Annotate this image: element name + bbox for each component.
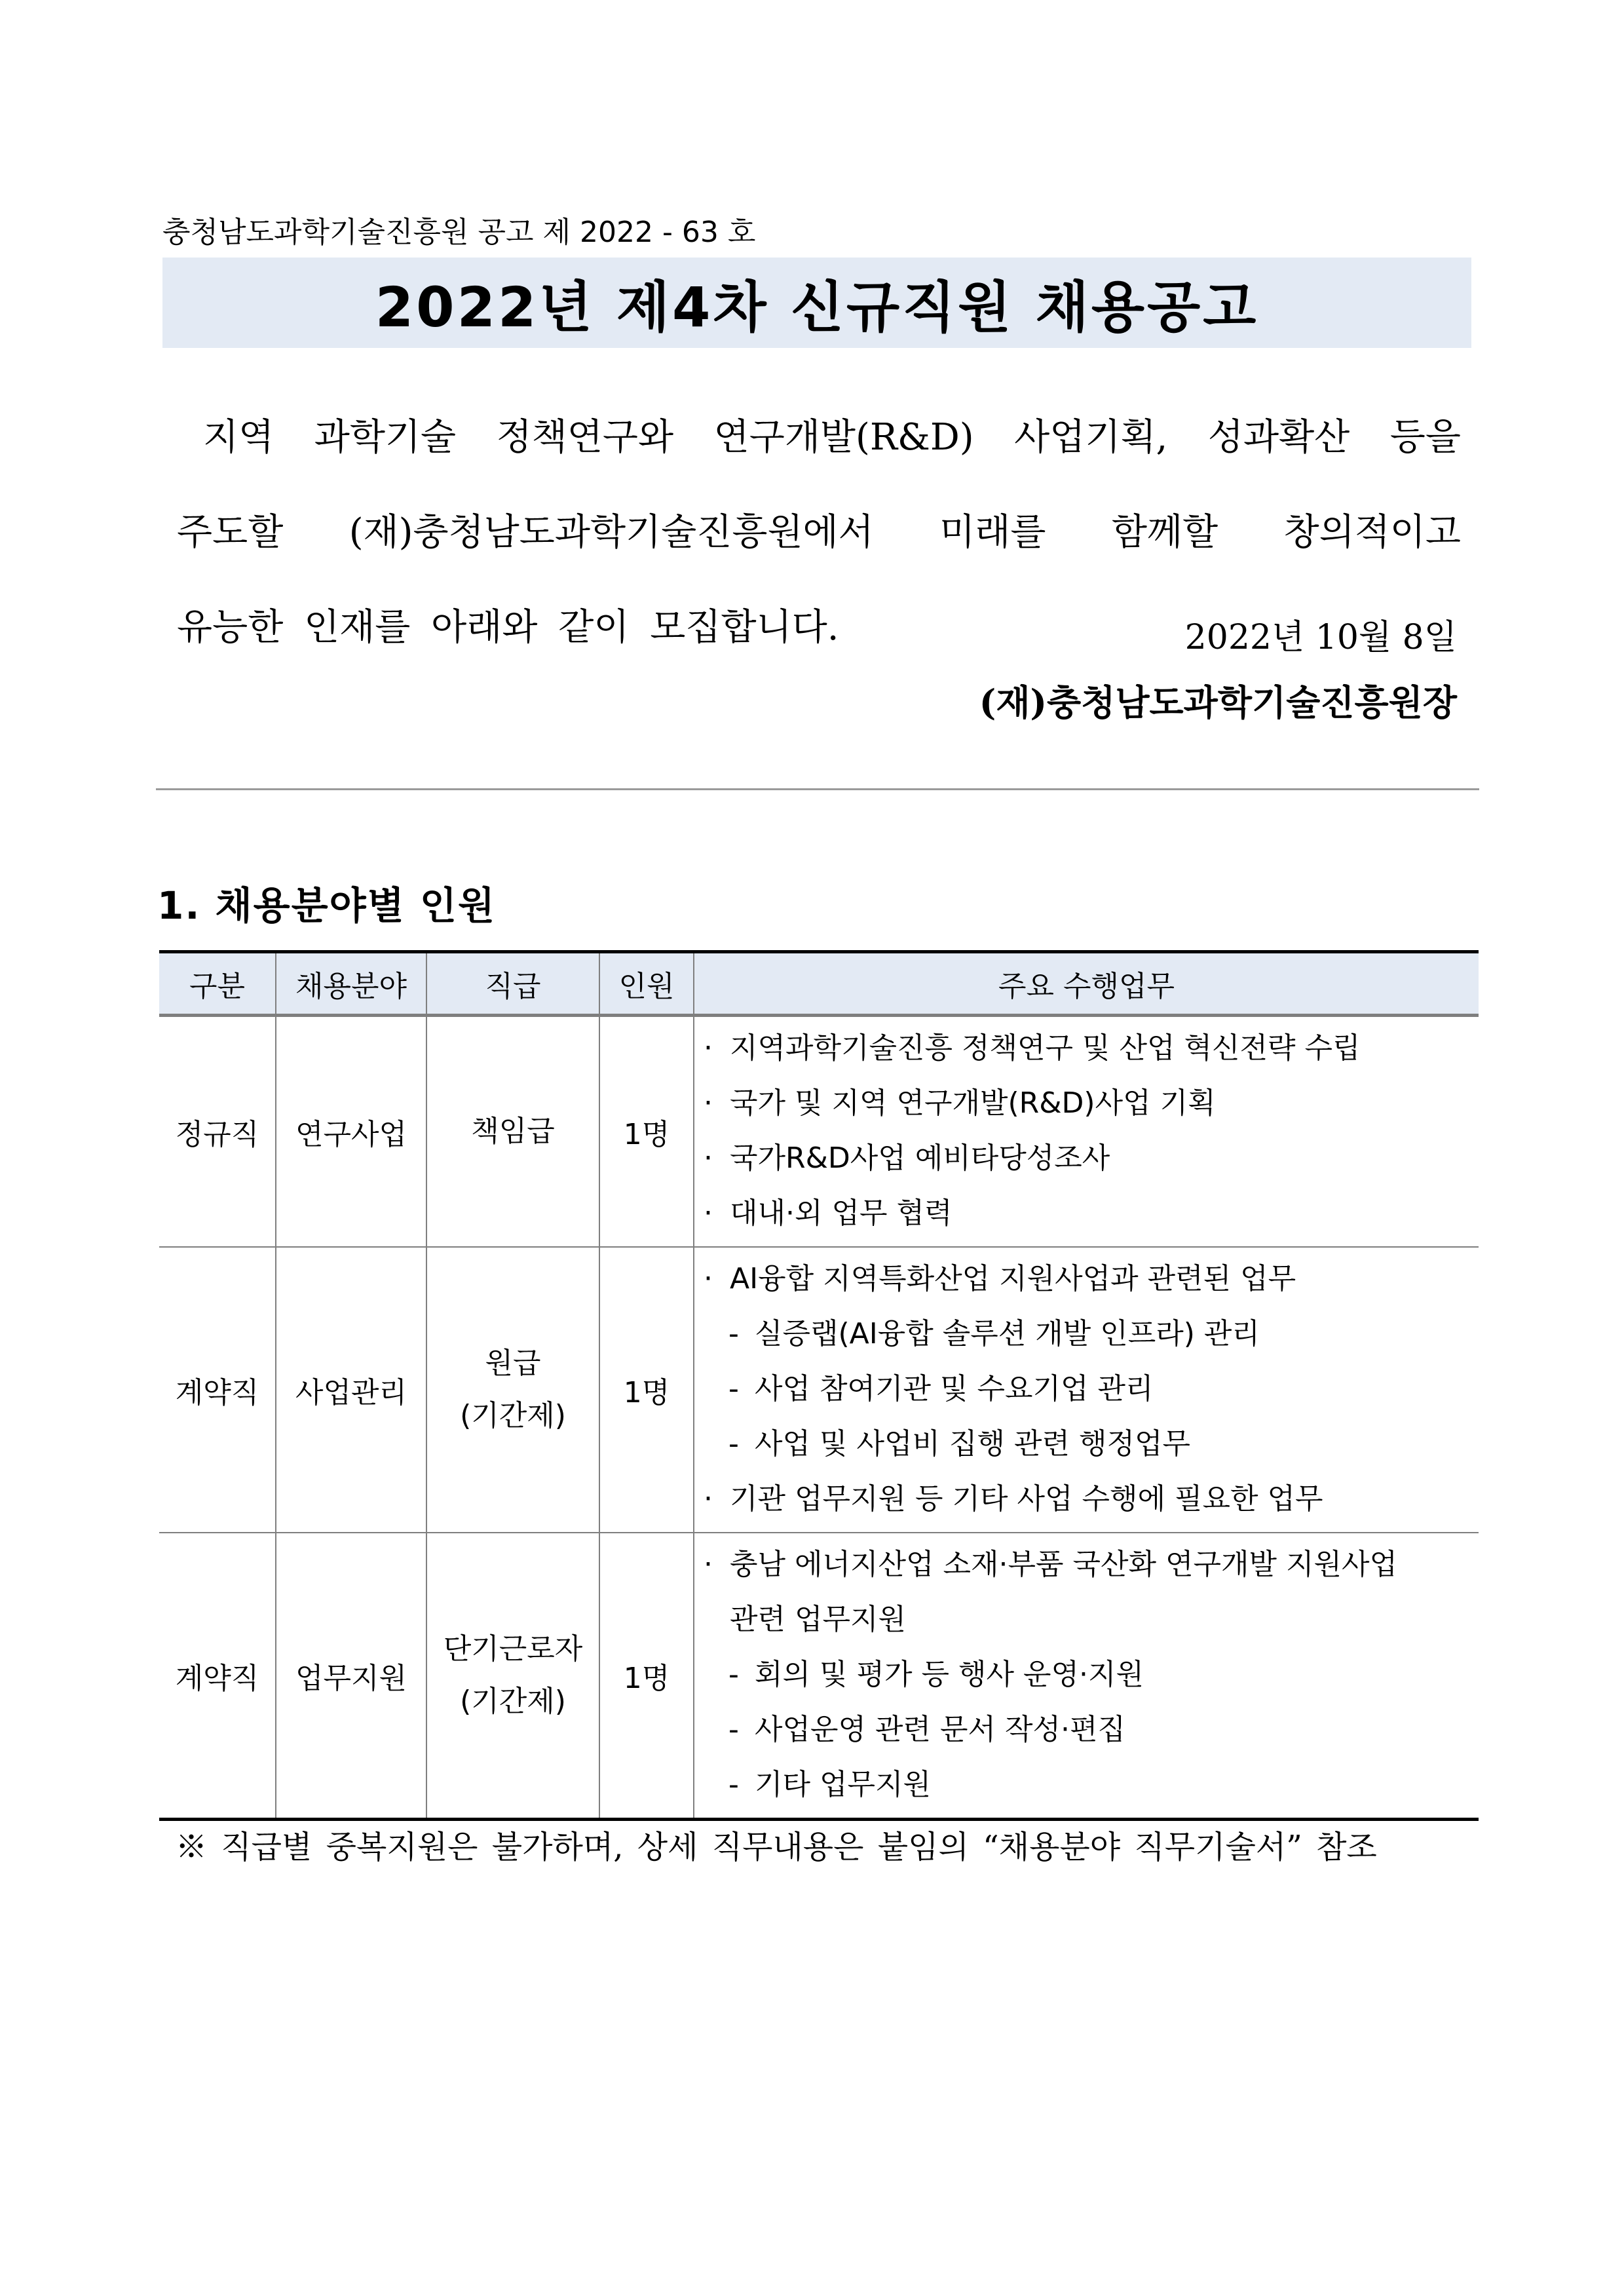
grade-text: (기간제) [460, 1685, 566, 1718]
divider [156, 788, 1479, 790]
duty-item [694, 1472, 1479, 1527]
dash-marker: - [728, 1658, 739, 1691]
bullet-marker: · [704, 1086, 713, 1120]
bullet-marker: · [704, 1482, 713, 1516]
duty-text: 사업 참여기관 및 수요기업 관리 [755, 1372, 1154, 1406]
employment-type-cell: 정규직 [159, 1016, 276, 1248]
duty-item [694, 1076, 1479, 1131]
duty-text: 지역과학기술진흥 정책연구 및 산업 혁신전략 수립 [730, 1031, 1361, 1065]
footnote: ※ 직급별 중복지원은 불가하며, 상세 직무내용은 붙임의 “채용분야 직무기술서” 참조 [176, 1829, 1377, 1866]
employment-type-cell: 계약직 [159, 1247, 276, 1533]
duty-text: 대내·외 업무 협력 [730, 1196, 953, 1230]
grade-text: 책임급 [471, 1115, 555, 1148]
dash-marker: - [728, 1372, 739, 1406]
bullet-marker: · [704, 1031, 713, 1065]
title-banner [162, 258, 1471, 348]
duty-item [694, 1702, 1479, 1757]
duties-cell [694, 1247, 1479, 1533]
duty-item [694, 1131, 1479, 1186]
duty-text: 회의 및 평가 등 행사 운영·지원 [755, 1658, 1144, 1691]
table-row [159, 1016, 1479, 1248]
page-title: 2022년 제4차 신규직원 채용공고 [375, 275, 1259, 339]
grade-cell [426, 1247, 599, 1533]
column-header: 구분 [159, 952, 276, 1016]
duties-cell [694, 1016, 1479, 1248]
duty-item [694, 1021, 1479, 1076]
grade-text: 단기근로자 [443, 1632, 583, 1666]
grade-cell [426, 1533, 599, 1820]
table-row [159, 1533, 1479, 1820]
dash-marker: - [728, 1317, 739, 1350]
duty-text: 기타 업무지원 [755, 1768, 932, 1801]
column-header: 채용분야 [276, 952, 426, 1016]
duty-item [694, 1537, 1479, 1592]
count-cell: 1명 [599, 1247, 694, 1533]
column-header: 인원 [599, 952, 694, 1016]
recruitment-table [159, 950, 1479, 1821]
notice-date: 2022년 10월 8일 [1184, 618, 1457, 657]
grade-text: 원급 [485, 1347, 541, 1380]
dash-marker: - [728, 1427, 739, 1461]
bullet-marker: · [704, 1262, 713, 1295]
bullet-marker: · [704, 1141, 713, 1175]
duty-item [694, 1307, 1479, 1362]
notice-number: 충청남도과학기술진흥원 공고 제 2022 - 63 호 [162, 216, 756, 249]
column-header: 직급 [426, 952, 599, 1016]
duty-item [694, 1417, 1479, 1472]
dash-marker: - [728, 1713, 739, 1746]
duty-text: AI융합 지역특화산업 지원사업과 관련된 업무 [730, 1262, 1296, 1295]
intro-line-1: 지역 과학기술 정책연구와 연구개발(R&D) 사업기획, 성과확산 등을 [203, 416, 1461, 459]
duty-item [694, 1252, 1479, 1307]
section-title: 1. 채용분야별 인원 [157, 883, 496, 928]
column-header: 주요 수행업무 [694, 952, 1479, 1016]
field-cell: 연구사업 [276, 1016, 426, 1248]
intro-line-3: 유능한 인재를 아래와 같이 모집합니다. [177, 606, 839, 649]
duty-text: 실증랩(AI융합 솔루션 개발 인프라) 관리 [755, 1317, 1260, 1350]
employment-type-cell: 계약직 [159, 1533, 276, 1820]
intro-line-2: 주도할 (재)충청남도과학기술진흥원에서 미래를 함께할 창의적이고 [177, 511, 1461, 554]
issuer-name: (재)충청남도과학기술진흥원장 [979, 681, 1457, 723]
duty-item [694, 1362, 1479, 1417]
duty-text: 기관 업무지원 등 기타 사업 수행에 필요한 업무 [730, 1482, 1323, 1516]
count-cell: 1명 [599, 1533, 694, 1820]
grade-text: (기간제) [460, 1399, 566, 1432]
duty-item [694, 1186, 1479, 1241]
duty-text: 사업 및 사업비 집행 관련 행정업무 [755, 1427, 1190, 1461]
count-cell: 1명 [599, 1016, 694, 1248]
bullet-marker: · [704, 1548, 713, 1581]
duties-cell [694, 1533, 1479, 1820]
field-cell: 업무지원 [276, 1533, 426, 1820]
field-cell: 사업관리 [276, 1247, 426, 1533]
dash-marker: - [728, 1768, 739, 1801]
duty-text: 사업운영 관련 문서 작성·편집 [755, 1713, 1125, 1746]
grade-cell [426, 1016, 599, 1248]
table-header-row [159, 952, 1479, 1016]
duty-text: 국가R&D사업 예비타당성조사 [730, 1141, 1110, 1175]
duty-text: 국가 및 지역 연구개발(R&D)사업 기획 [730, 1086, 1216, 1120]
duty-item [694, 1757, 1479, 1812]
duty-text: 관련 업무지원 [730, 1603, 907, 1636]
table-row [159, 1247, 1479, 1533]
duty-text: 충남 에너지산업 소재·부품 국산화 연구개발 지원사업 [730, 1548, 1398, 1581]
duty-item [694, 1592, 1479, 1647]
bullet-marker: · [704, 1196, 713, 1230]
duty-item [694, 1647, 1479, 1702]
